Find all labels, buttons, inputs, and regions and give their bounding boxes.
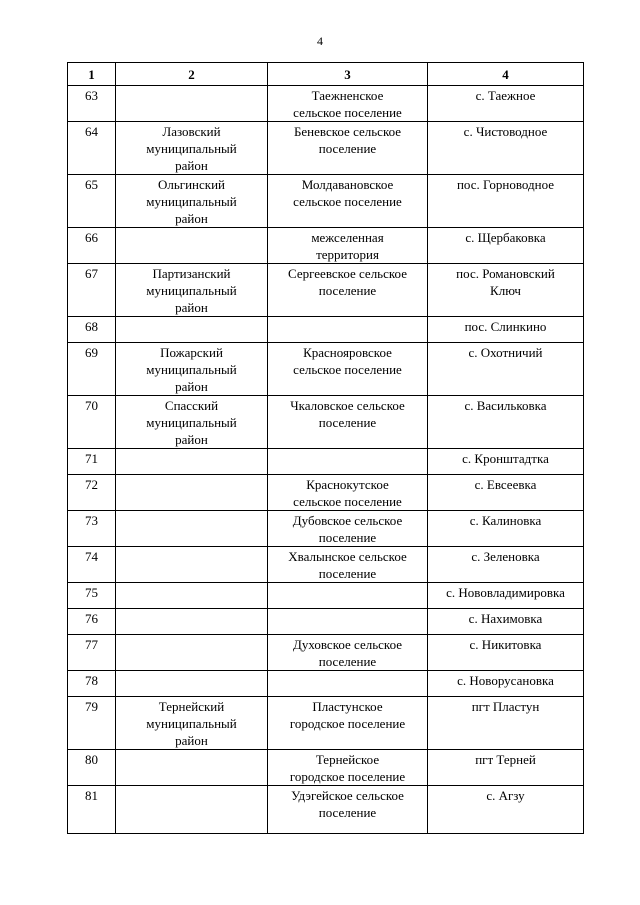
settlement-cell [268, 583, 428, 609]
locality-cell: пос. Слинкино [428, 317, 584, 343]
settlements-table [67, 62, 584, 834]
settlement-cell: Краснояровское сельское поселение [268, 343, 428, 396]
district-cell: Тернейский муниципальный район [116, 697, 268, 750]
table-row [68, 122, 584, 175]
district-cell [116, 609, 268, 635]
locality-cell: с. Никитовка [428, 635, 584, 671]
row-number-cell: 71 [68, 449, 116, 475]
district-cell [116, 547, 268, 583]
settlement-cell: Дубовское сельское поселение [268, 511, 428, 547]
table-row [68, 475, 584, 511]
row-number-cell: 72 [68, 475, 116, 511]
settlement-cell: Беневское сельское поселение [268, 122, 428, 175]
district-cell [116, 786, 268, 834]
locality-cell: пос. Горноводное [428, 175, 584, 228]
locality-cell: с. Зеленовка [428, 547, 584, 583]
table-row [68, 264, 584, 317]
settlement-cell: Краснокутское сельское поселение [268, 475, 428, 511]
header-row [68, 63, 584, 86]
row-number-cell: 81 [68, 786, 116, 834]
settlement-cell: Таежненское сельское поселение [268, 86, 428, 122]
district-cell [116, 635, 268, 671]
district-cell [116, 86, 268, 122]
settlement-cell [268, 449, 428, 475]
row-number-cell: 67 [68, 264, 116, 317]
row-number-cell: 79 [68, 697, 116, 750]
row-number-cell: 64 [68, 122, 116, 175]
row-number-cell: 77 [68, 635, 116, 671]
table-row [68, 786, 584, 834]
district-cell [116, 317, 268, 343]
locality-cell: с. Нахимовка [428, 609, 584, 635]
row-number-cell: 69 [68, 343, 116, 396]
district-cell: Партизанский муниципальный район [116, 264, 268, 317]
settlement-cell: Сергеевское сельское поселение [268, 264, 428, 317]
settlement-cell: Тернейское городское поселение [268, 750, 428, 786]
settlement-cell: Удэгейское сельское поселение [268, 786, 428, 834]
locality-cell: с. Калиновка [428, 511, 584, 547]
row-number-cell: 74 [68, 547, 116, 583]
locality-cell: с. Щербаковка [428, 228, 584, 264]
row-number-cell: 68 [68, 317, 116, 343]
row-number-cell: 66 [68, 228, 116, 264]
locality-cell: с. Охотничий [428, 343, 584, 396]
table-header [68, 63, 584, 86]
table-row [68, 396, 584, 449]
settlement-cell: Пластунское городское поселение [268, 697, 428, 750]
settlement-cell: межселенная территория [268, 228, 428, 264]
district-cell [116, 511, 268, 547]
table-row [68, 635, 584, 671]
settlement-cell [268, 609, 428, 635]
district-cell [116, 228, 268, 264]
locality-cell: с. Евсеевка [428, 475, 584, 511]
locality-cell: пос. Романовский Ключ [428, 264, 584, 317]
header-col-1: 1 [68, 63, 116, 86]
table-row [68, 547, 584, 583]
district-cell: Лазовский муниципальный район [116, 122, 268, 175]
table-row [68, 750, 584, 786]
district-cell [116, 671, 268, 697]
district-cell: Пожарский муниципальный район [116, 343, 268, 396]
row-number-cell: 70 [68, 396, 116, 449]
row-number-cell: 75 [68, 583, 116, 609]
locality-cell: пгт Терней [428, 750, 584, 786]
locality-cell: с. Нововладимировка [428, 583, 584, 609]
page-number: 4 [317, 34, 323, 48]
table-row [68, 228, 584, 264]
row-number-cell: 73 [68, 511, 116, 547]
district-cell [116, 750, 268, 786]
district-cell: Ольгинский муниципальный район [116, 175, 268, 228]
table-row [68, 317, 584, 343]
locality-cell: с. Кронштадтка [428, 449, 584, 475]
header-col-4: 4 [428, 63, 584, 86]
table-row [68, 86, 584, 122]
table-row [68, 175, 584, 228]
header-col-2: 2 [116, 63, 268, 86]
table-row [68, 343, 584, 396]
district-cell: Спасский муниципальный район [116, 396, 268, 449]
locality-cell: пгт Пластун [428, 697, 584, 750]
table-row [68, 449, 584, 475]
district-cell [116, 449, 268, 475]
locality-cell: с. Васильковка [428, 396, 584, 449]
settlement-cell [268, 671, 428, 697]
row-number-cell: 65 [68, 175, 116, 228]
table-row [68, 671, 584, 697]
table-row [68, 697, 584, 750]
table-row [68, 583, 584, 609]
header-col-3: 3 [268, 63, 428, 86]
row-number-cell: 78 [68, 671, 116, 697]
table-row [68, 511, 584, 547]
settlement-cell: Духовское сельское поселение [268, 635, 428, 671]
district-cell [116, 583, 268, 609]
locality-cell: с. Агзу [428, 786, 584, 834]
locality-cell: с. Новорусановка [428, 671, 584, 697]
locality-cell: с. Чистоводное [428, 122, 584, 175]
settlement-cell: Чкаловское сельское поселение [268, 396, 428, 449]
settlement-cell: Хвалынское сельское поселение [268, 547, 428, 583]
settlement-cell [268, 317, 428, 343]
row-number-cell: 76 [68, 609, 116, 635]
table-row [68, 609, 584, 635]
row-number-cell: 80 [68, 750, 116, 786]
table-body [68, 86, 584, 834]
row-number-cell: 63 [68, 86, 116, 122]
district-cell [116, 475, 268, 511]
settlement-cell: Молдавановское сельское поселение [268, 175, 428, 228]
locality-cell: с. Таежное [428, 86, 584, 122]
